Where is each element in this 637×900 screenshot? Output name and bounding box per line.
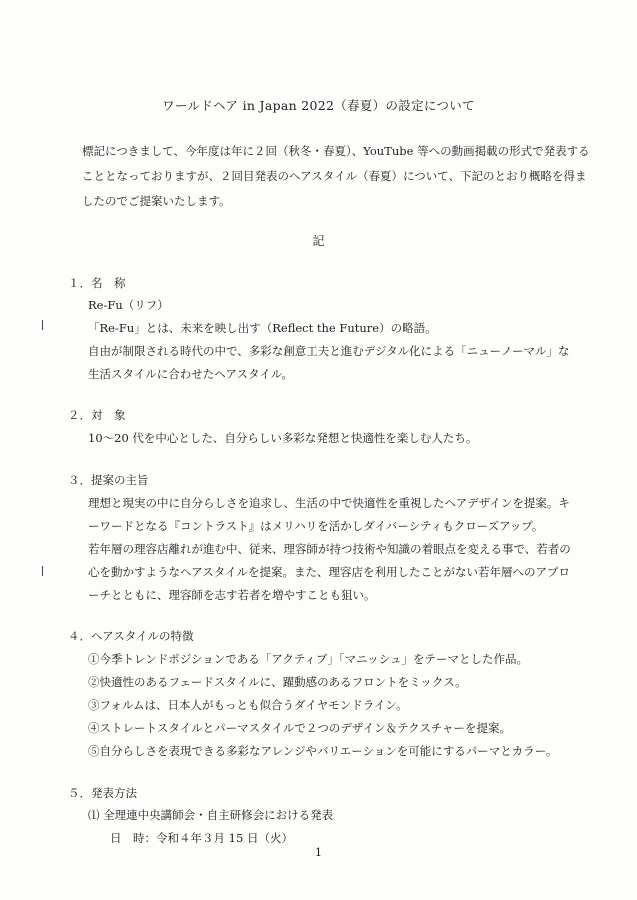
- section-line: 若年層の理容店離れが進む中、従来、理容師が持つ技術や知識の着眼点を変える事で、若者の: [88, 542, 571, 556]
- section-heading-method: ５．発表方法: [68, 786, 137, 800]
- document-title: ワールドヘア in Japan 2022（春夏）の設定について: [162, 98, 475, 113]
- section-line: 理想と現実の中に自分らしさを追求し、生活の中で快適性を重視したヘアデザインを提案。キ: [88, 496, 570, 510]
- section-line: ーチとともに、理容師を志す若者を増やすことも狙い。: [88, 588, 376, 602]
- scan-mark: [42, 566, 43, 576]
- intro-paragraph: [82, 139, 590, 214]
- section-line: Re-Fu（リフ）: [88, 298, 169, 312]
- section-line: 自由が制限される時代の中で、多彩な創意工夫と進むデジタル化による「ニューノーマル」な: [88, 344, 570, 358]
- section-line: 「Re-Fu」とは、未来を映し出す（Reflect the Future）の略語。: [88, 321, 437, 335]
- scan-mark: [42, 320, 43, 330]
- intro-line: こととなっておりますが、２回目発表のヘアスタイル（春夏）について、下記のとおり概略を得ま: [82, 169, 587, 183]
- section-line: 心を動かすようなヘアスタイルを提案。また、理容店を利用したことがない若年層へのアプロ: [88, 565, 570, 579]
- section-line: 日 時：令和４年３月 15 日（火）: [110, 831, 293, 845]
- section-line: 生活スタイルに合わせたヘアスタイル。: [88, 367, 293, 381]
- feature-item: ②快適性のあるフェードスタイルに、躍動感のあるフロントをミックス。: [88, 675, 467, 689]
- section-line: 10～20 代を中心とした、自分らしい多彩な発想と快適性を楽しむ人たち。: [88, 431, 478, 445]
- intro-line: 標記につきまして、今年度は年に２回（秋冬・春夏）、YouTube 等への動画掲載の形式で発表する: [82, 144, 590, 158]
- section-heading-target: ２．対 象: [68, 408, 126, 422]
- intro-line: したのでご提案いたします。: [82, 194, 231, 208]
- section-heading-name: １．名 称: [68, 276, 126, 290]
- ki-heading: 記: [312, 234, 325, 248]
- section-heading-purpose: ３．提案の主旨: [68, 473, 149, 487]
- page-number: 1: [315, 846, 322, 859]
- section-line: ーワードとなる『コントラスト』はメリハリを活かしダイバーシティもクローズアップ。: [88, 519, 544, 533]
- feature-item: ①今季トレンドポジションである「アクティブ」「マニッシュ」をテーマとした作品。: [88, 652, 528, 666]
- feature-item: ④ストレートスタイルとパーマスタイルで２つのデザイン＆テクスチャーを提案。: [88, 721, 511, 735]
- feature-item: ③フォルムは、日本人がもっとも似合うダイヤモンドライン。: [88, 698, 408, 712]
- section-line: ⑴ 全理連中央講師会・自主研修会における発表: [88, 808, 334, 822]
- section-heading-features: ４．ヘアスタイルの特徴: [68, 629, 194, 643]
- feature-item: ⑤自分らしさを表現できる多彩なアレンジやバリエーションを可能にするパーマとカラー。: [88, 744, 558, 758]
